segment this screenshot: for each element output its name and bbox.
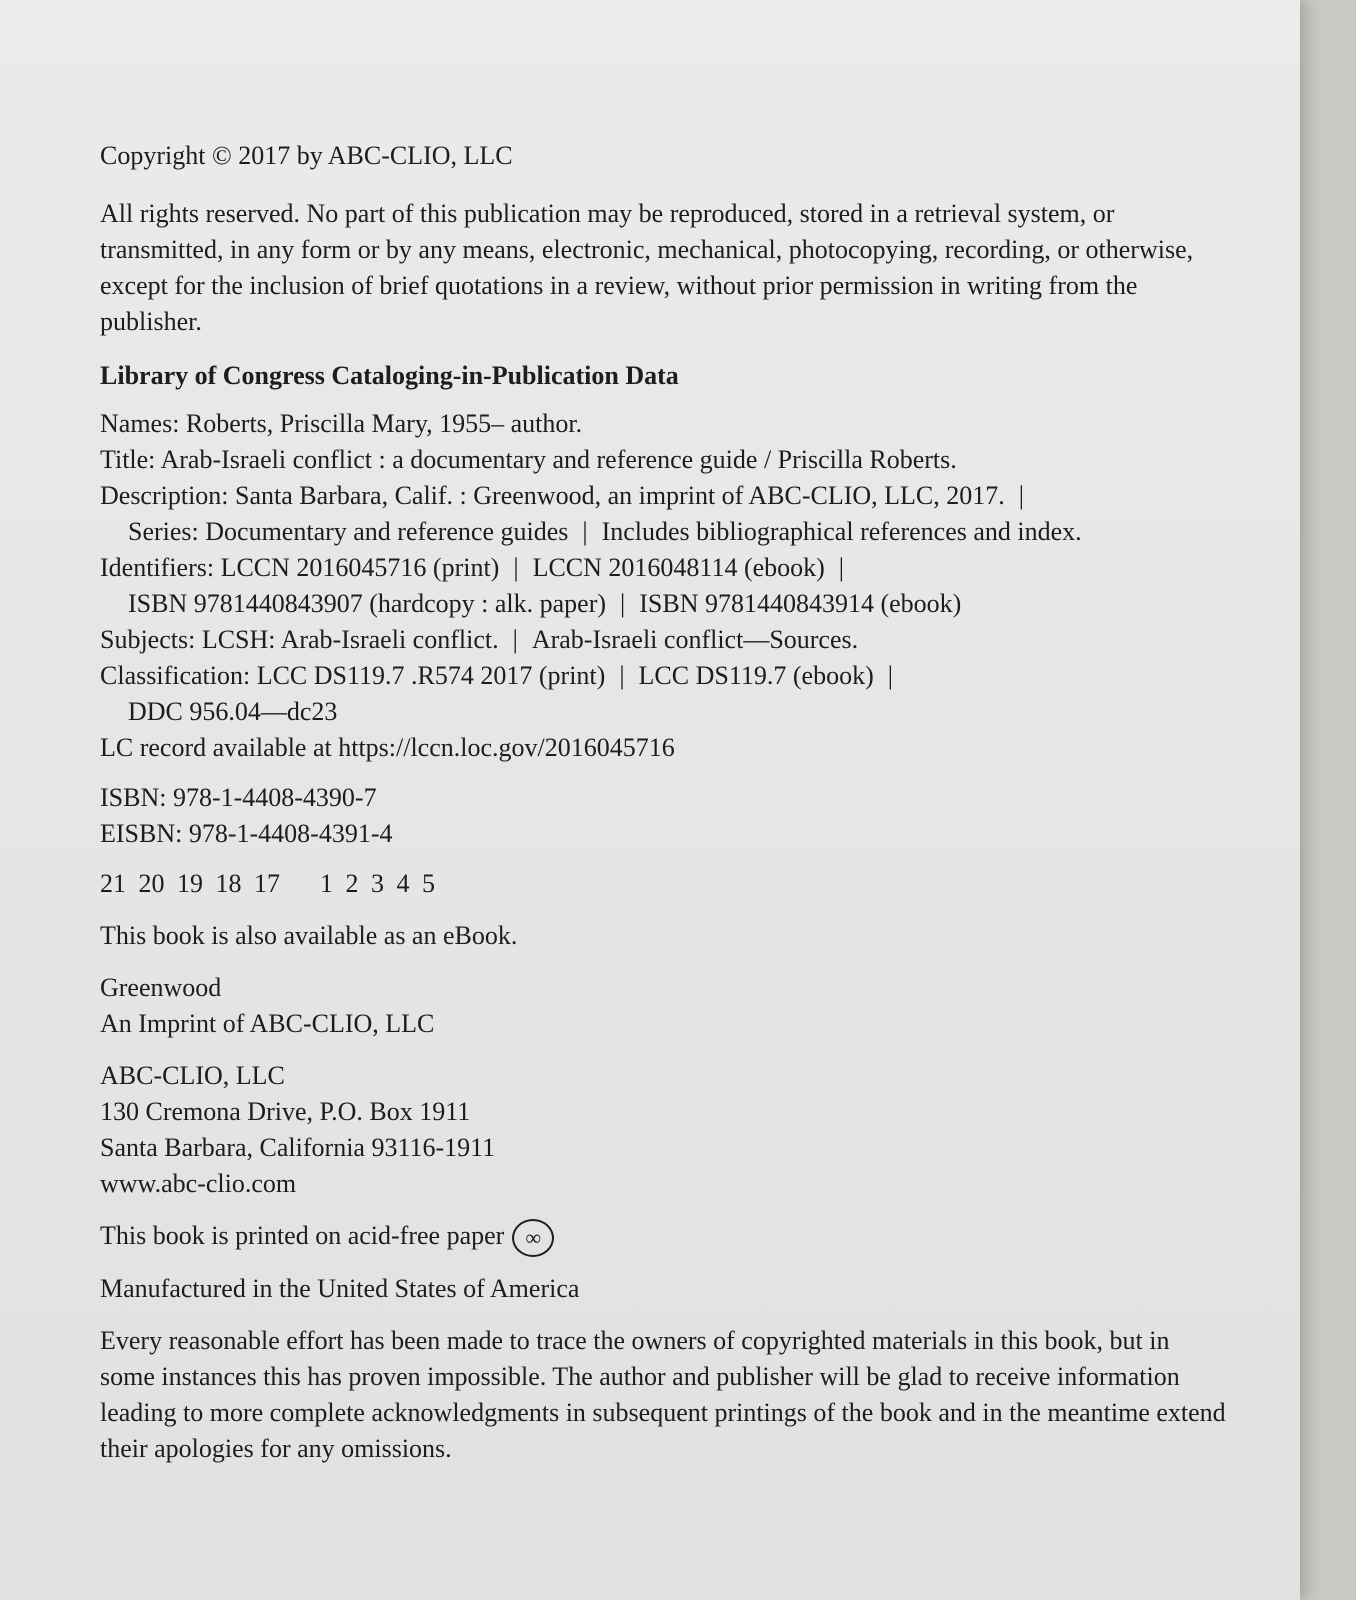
cip-identifiers-cont xyxy=(100,586,1230,622)
cip-description-line xyxy=(100,478,1230,514)
printing-numbers: 1 2 3 4 5 xyxy=(320,869,435,898)
page-content xyxy=(100,138,1230,1467)
ebook-note: This book is also available as an eBook. xyxy=(100,921,518,950)
publisher-address-1: 130 Cremona Drive, P.O. Box 1911 xyxy=(100,1097,471,1126)
cip-separator: | xyxy=(620,589,626,618)
cip-identifiers-3: ISBN 9781440843907 (hardcopy : alk. paper) xyxy=(128,589,607,618)
imprint-of: An Imprint of ABC-CLIO, LLC xyxy=(100,1009,435,1038)
cip-lc-record: LC record available at https://lccn.loc.gov/2016045716 xyxy=(100,733,675,762)
cip-title: Title: Arab-Israeli conflict : a documentary and reference guide / Priscilla Roberts. xyxy=(100,445,957,474)
cip-identifiers-line xyxy=(100,550,1230,586)
printing-years: 21 20 19 18 17 xyxy=(100,869,280,898)
eisbn: EISBN: 978-1-4408-4391-4 xyxy=(100,819,393,848)
publisher-address-2: Santa Barbara, California 93116-1911 xyxy=(100,1133,496,1162)
publisher-website: www.abc-clio.com xyxy=(100,1169,297,1198)
manufactured-note: Manufactured in the United States of America xyxy=(100,1274,580,1304)
cip-heading: Library of Congress Cataloging-in-Publication Data xyxy=(100,361,679,390)
copyright-line: Copyright © 2017 by ABC-CLIO, LLC xyxy=(100,141,513,170)
cip-classification-line xyxy=(100,658,1230,694)
cip-subjects-2: Arab-Israeli conflict—Sources. xyxy=(531,625,859,654)
imprint-block xyxy=(100,970,1230,1042)
cip-separator: | xyxy=(512,625,518,654)
cip-classification-2: LCC DS119.7 (ebook) xyxy=(638,661,874,690)
cip-separator: | xyxy=(838,553,845,582)
cip-separator: | xyxy=(582,517,588,546)
cip-identifiers-1: Identifiers: LCCN 2016045716 (print) xyxy=(100,553,500,582)
acid-free-note xyxy=(100,1218,1230,1257)
cip-subjects-1: Subjects: LCSH: Arab-Israeli conflict. xyxy=(100,625,499,654)
cip-classification-3: DDC 956.04—dc23 xyxy=(128,697,338,726)
printing-line xyxy=(100,866,1230,902)
cip-identifiers-4: ISBN 9781440843914 (ebook) xyxy=(639,589,962,618)
cip-description-cont xyxy=(100,514,1230,550)
cip-separator: | xyxy=(887,661,893,690)
isbn: ISBN: 978-1-4408-4390-7 xyxy=(100,783,377,812)
cip-separator: | xyxy=(619,661,625,690)
cip-description-2: Series: Documentary and reference guides xyxy=(128,517,569,546)
cip-identifiers-2: LCCN 2016048114 (ebook) xyxy=(532,553,825,582)
cip-names: Names: Roberts, Priscilla Mary, 1955– author. xyxy=(100,409,583,438)
publisher-name: ABC-CLIO, LLC xyxy=(100,1061,285,1090)
cip-description-3: Includes bibliographical references and index. xyxy=(601,517,1082,546)
cip-classification-1: Classification: LCC DS119.7 .R574 2017 (print) xyxy=(100,661,606,690)
copyright-notice: Every reasonable effort has been made to trace the owners of copyrighted materials in this book, but in some instances this has proven impossible. The author and publisher will be glad to receive information leading to more complete acknowledgments in subsequent printings of the book and in the meantime extend their apologies for any omissions. xyxy=(100,1326,1226,1464)
publisher-address-block xyxy=(100,1058,1230,1202)
cip-separator: | xyxy=(513,553,519,582)
cip-data-block xyxy=(100,358,1230,766)
isbn-block xyxy=(100,780,1230,852)
imprint-name: Greenwood xyxy=(100,973,222,1002)
acid-free-text: This book is printed on acid-free paper xyxy=(100,1221,505,1250)
cip-subjects-line xyxy=(100,622,1230,658)
cip-separator: | xyxy=(1018,481,1024,510)
rights-statement: All rights reserved. No part of this publication may be reproduced, stored in a retrieval system, or transmitted, in any form or by any means, electronic, mechanical, photocopying, recording, or otherwise, except for the inclusion of brief quotations in a review, without prior permission in writing from the publisher. xyxy=(100,199,1194,336)
cip-description-1: Description: Santa Barbara, Calif. : Greenwood, an imprint of ABC-CLIO, LLC, 2017. xyxy=(100,481,1005,510)
permanent-paper-icon: ∞ xyxy=(512,1219,554,1257)
